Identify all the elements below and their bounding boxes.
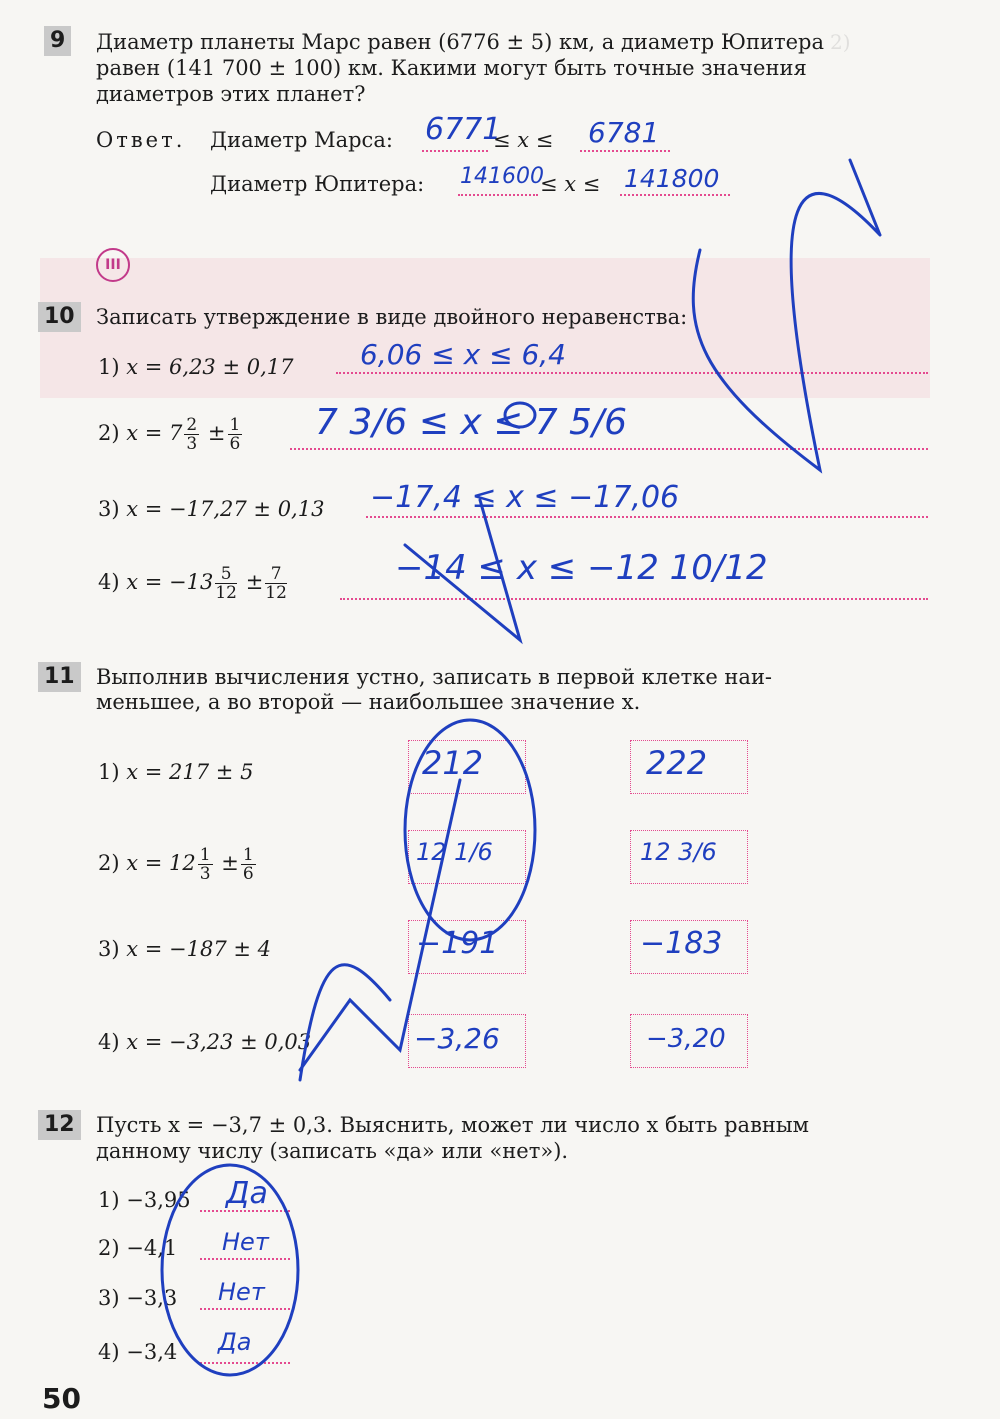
task-10-item-3: 3) x = −17,27 ± 0,13 xyxy=(98,497,325,521)
task-9-answer-label: Ответ. xyxy=(96,128,186,152)
jupiter-low-answer: 141600 xyxy=(460,164,544,189)
task-12-line-1: Пусть x = −3,7 ± 0,3. Выяснить, может ли число x быть равным xyxy=(96,1113,809,1137)
task-11-max-1: 222 xyxy=(646,744,708,782)
task-10-answer-2: 7 3/6 ≤ x ≤ 7 5/6 xyxy=(315,402,627,443)
task-9-line-1: Диаметр планеты Марс равен (6776 ± 5) км, а диаметр Юпитера xyxy=(96,30,824,54)
task-11-item-2: 2) x = 12 $\frac{1}{3}$ ± $\frac{1}{6}$ xyxy=(98,845,254,884)
task-12-answer-1: Да xyxy=(226,1176,268,1211)
task-10-title: Записать утверждение в виде двойного неравенства: xyxy=(96,305,688,329)
task-11-item-3: 3) x = −187 ± 4 xyxy=(98,937,272,961)
task-12-item-3: 3) −3,3 xyxy=(98,1286,178,1310)
task-10-item-1: 1) x = 6,23 ± 0,17 xyxy=(98,355,294,379)
task-10-item-2: 2) x = 7 $\frac{2}{3}$ ± $\frac{1}{6}$ xyxy=(98,415,241,454)
task-11-min-2: 12 1/6 xyxy=(416,838,493,866)
task-11-min-1: 212 xyxy=(422,744,484,782)
bleed-through-text: 2) xyxy=(830,30,851,54)
task-9-line-3: диаметров этих планет? xyxy=(96,82,366,106)
task-9-line-2: равен (141 700 ± 100) км. Какими могут быть точные значения xyxy=(96,56,807,80)
task-11-item-4: 4) x = −3,23 ± 0,03 xyxy=(98,1030,312,1054)
task-11-number: 11 xyxy=(38,662,81,692)
circle-task-11-min xyxy=(405,720,535,940)
checkmark-task-11-b xyxy=(300,965,390,1080)
task-11-min-4: −3,26 xyxy=(414,1022,500,1055)
task-11-line-2: меньшее, а во второй — наибольшее значение x. xyxy=(96,690,641,714)
task-12-answer-4: Да xyxy=(218,1328,252,1356)
task-11-item-1: 1) x = 217 ± 5 xyxy=(98,760,254,784)
task-10-number: 10 xyxy=(38,302,81,332)
checkmark-stroke-middle xyxy=(405,500,520,640)
task-10-answer-3: −17,4 ≤ x ≤ −17,06 xyxy=(370,480,680,515)
task-12-number: 12 xyxy=(38,1110,81,1140)
task-12-answer-3: Нет xyxy=(218,1278,265,1306)
circle-task-12 xyxy=(162,1165,298,1375)
task-12-item-1: 1) −3,95 xyxy=(98,1188,191,1212)
task-11-max-4: −3,20 xyxy=(646,1024,726,1054)
mars-high-answer: 6781 xyxy=(588,116,660,149)
task-9-jupiter-label: Диаметр Юпитера: xyxy=(210,172,425,196)
task-12-line-2: данному числу (записать «да» или «нет»). xyxy=(96,1139,569,1163)
task-12-answer-2: Нет xyxy=(222,1228,269,1256)
task-10-answer-4: −14 ≤ x ≤ −12 10/12 xyxy=(395,548,768,588)
task-10-answer-1: 6,06 ≤ x ≤ 6,4 xyxy=(360,338,566,371)
section-marker-iii: III xyxy=(96,248,130,282)
task-11-line-1: Выполнив вычисления устно, записать в первой клетке наи- xyxy=(96,665,773,689)
jupiter-high-answer: 141800 xyxy=(624,164,720,193)
task-12-item-2: 2) −4,1 xyxy=(98,1236,178,1260)
strike-task-10-2 xyxy=(505,403,535,427)
mars-low-answer: 6771 xyxy=(425,112,502,147)
task-12-item-4: 4) −3,4 xyxy=(98,1340,178,1364)
task-9-mars-label: Диаметр Марса: xyxy=(210,128,393,152)
task-11-max-3: −183 xyxy=(640,926,723,961)
checkmark-large-upper xyxy=(693,160,880,470)
task-10-item-4: 4) x = −13 $\frac{5}{12}$ ± $\frac{7}{12}$ xyxy=(98,564,287,603)
mars-inequality: ≤ x ≤ xyxy=(493,128,554,152)
task-11-min-3: −191 xyxy=(416,926,499,961)
jupiter-inequality: ≤ x ≤ xyxy=(540,172,601,196)
task-11-max-2: 12 3/6 xyxy=(640,838,717,866)
page-number: 50 xyxy=(42,1382,81,1415)
task-9-number: 9 xyxy=(44,26,71,56)
